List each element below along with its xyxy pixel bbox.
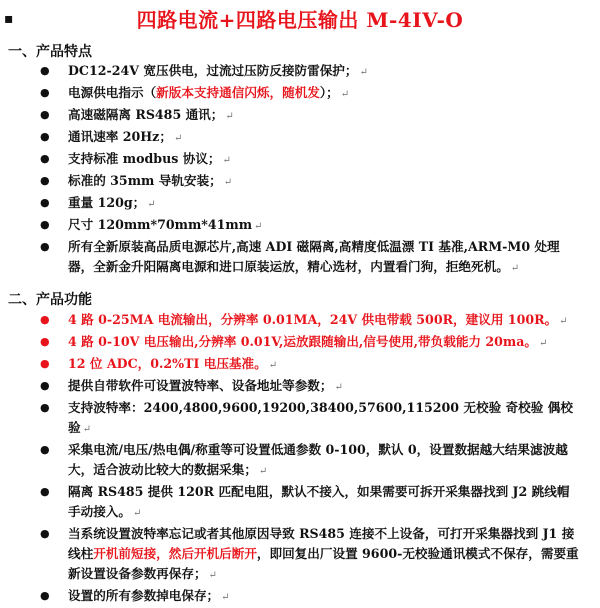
bullet-icon: ● bbox=[40, 152, 50, 165]
function-item: ● 4 路 0-25MA 电流输出，分辨率 0.01MA，24V 供电带载 500R，建议用 100R。 ↵ bbox=[0, 310, 600, 332]
bullet-icon: ● bbox=[40, 86, 50, 99]
bullet-icon: ● bbox=[40, 379, 50, 392]
feature-item: ● 支持标准 modbus 协议； ↵ bbox=[0, 149, 600, 171]
features-heading: 一、产品特点 bbox=[8, 44, 92, 60]
function-item: ● 设置的所有参数掉电保存； ↵ bbox=[0, 586, 600, 608]
functions-heading: 二、产品功能 bbox=[8, 292, 92, 308]
feature-item: ● 所有全新原装高品质电源芯片,高速 ADI 磁隔离,高精度低温漂 TI 基准,ARM-M0 处理器，全新金升阳隔离电源和进口原装运放，精心选材，内置看门狗，拒绝死机。 ↵ bbox=[40, 239, 560, 274]
bullet-icon: ● bbox=[40, 313, 50, 326]
bullet-icon: ● bbox=[40, 130, 50, 143]
feature-item: ● 尺寸 120mm*70mm*41mm ↵ bbox=[0, 215, 600, 237]
bullet-icon: ● bbox=[40, 589, 50, 602]
bullet-icon: ● bbox=[40, 240, 50, 253]
function-item: ● 当系统设置波特率忘记或者其他原因导致 RS485 连接不上设备，可打开采集器找到 J1 接线柱开机前短接，然后开机后断开，即回复出厂设置 9600-无校验通讯模式不保存，需要重新设置设备参数再保存； ↵ bbox=[40, 526, 579, 581]
bullet-icon: ● bbox=[40, 174, 50, 187]
bullet-icon: ● bbox=[40, 401, 50, 414]
bullet-icon: ● bbox=[40, 218, 50, 231]
function-item: ● 采集电流/电压/热电偶/称重等可设置低通参数 0-100，默认 0，设置数据越大结果滤波越大，适合波动比较大的数据采集； ↵ bbox=[40, 442, 568, 477]
bullet-icon: ● bbox=[40, 443, 50, 456]
function-item: ● 4 路 0-10V 电压输出,分辨率 0.01V,运放跟随输出,信号使用,带负载能力 20ma。 ↵ bbox=[0, 332, 600, 354]
feature-item: ● 重量 120g； ↵ bbox=[0, 193, 600, 215]
function-item: ● 支持波特率：2400,4800,9600,19200,38400,57600,115200 无校验 奇校验 偶校验 ↵ bbox=[40, 400, 573, 435]
feature-item: ● 通讯速率 20Hz； ↵ bbox=[0, 127, 600, 149]
functions-list bbox=[0, 310, 600, 608]
function-item: ● 12 位 ADC，0.2%TI 电压基准。 ↵ bbox=[0, 354, 600, 376]
features-list bbox=[0, 61, 600, 279]
page-title: 四路电流+四路电压输出 M-4IV-O bbox=[136, 8, 464, 32]
bullet-icon: ● bbox=[40, 357, 50, 370]
function-item: ● 提供自带软件可设置波特率、设备地址等参数； ↵ bbox=[0, 376, 600, 398]
feature-item: ● 电源供电指示（新版本支持通信闪烁，随机发）； ↵ bbox=[0, 83, 600, 105]
feature-item: ● 标准的 35mm 导轨安装； ↵ bbox=[0, 171, 600, 193]
bullet-icon: ● bbox=[40, 527, 50, 540]
bullet-icon: ● bbox=[40, 64, 50, 77]
bullet-icon: ● bbox=[40, 108, 50, 121]
feature-item: ● DC12-24V 宽压供电，过流过压防反接防雷保护； ↵ bbox=[0, 61, 600, 83]
bullet-icon: ● bbox=[40, 196, 50, 209]
bullet-icon: ● bbox=[40, 335, 50, 348]
bullet-icon: ● bbox=[40, 485, 50, 498]
feature-item: ● 高速磁隔离 RS485 通讯； ↵ bbox=[0, 105, 600, 127]
function-item: ● 隔离 RS485 提供 120R 匹配电阻，默认不接入，如果需要可拆开采集器找到 J2 跳线帽手动接入。 ↵ bbox=[40, 484, 570, 519]
corner-mark: ▪ bbox=[4, 11, 14, 27]
